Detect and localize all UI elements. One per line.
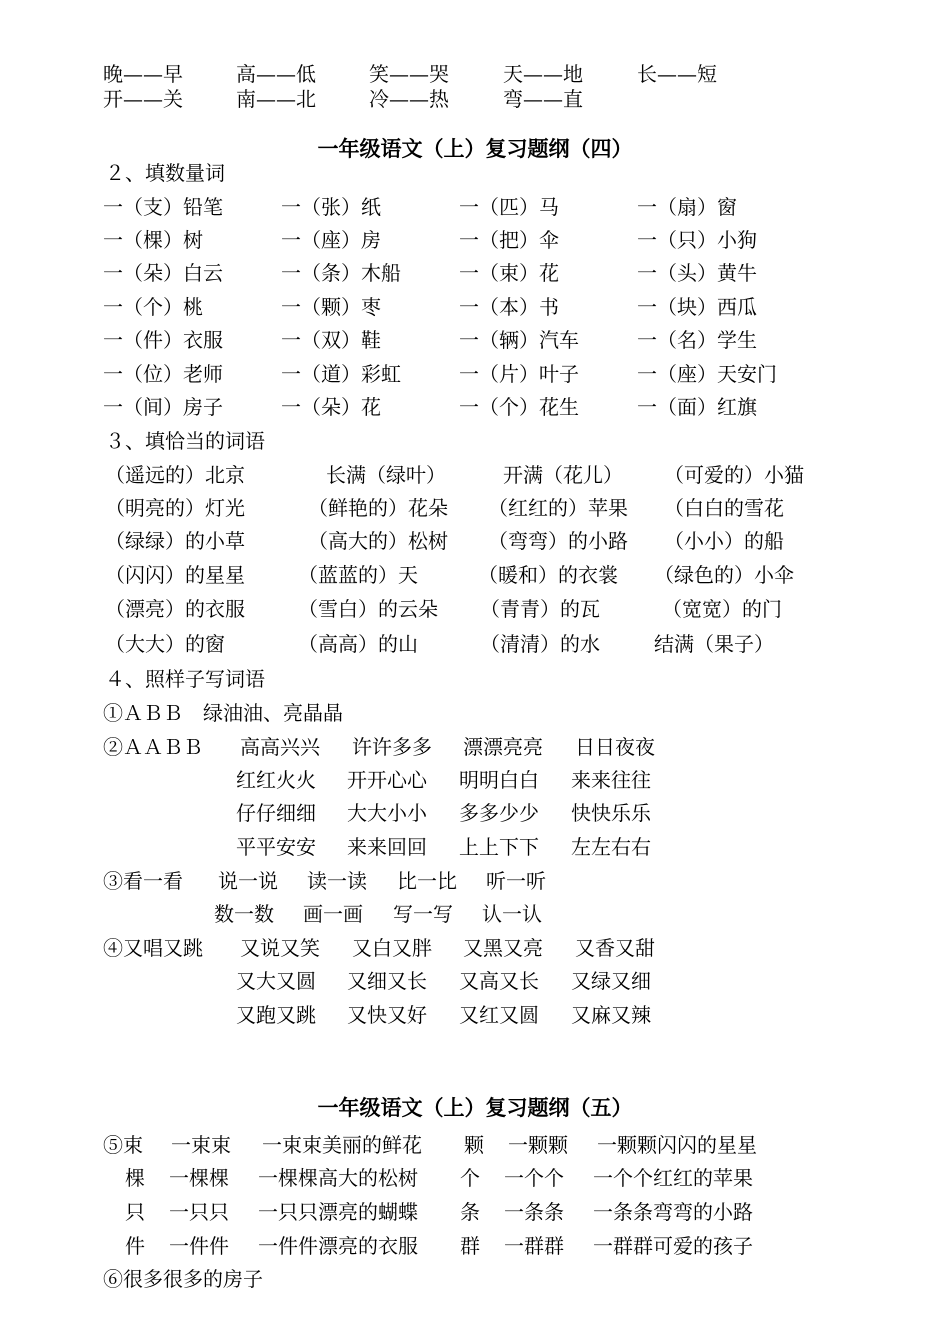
aabb-word: 明明白白 <box>459 768 539 792</box>
measure-word-item: 一（只）小狗 <box>637 228 757 252</box>
you-word: 又大又圆 <box>236 969 316 993</box>
you-label: ④又唱又跳 <box>103 936 203 960</box>
antonym-pair: 弯——直 <box>503 87 583 111</box>
look-word: 数一数 <box>214 902 274 926</box>
look-word: 说一说 <box>218 869 278 893</box>
measure-word-item: 一（辆）汽车 <box>459 328 579 352</box>
you-word: 又黑又亮 <box>463 936 543 960</box>
measure-word-item: 一（片）叶子 <box>459 362 579 386</box>
antonym-pair: 冷——热 <box>369 87 449 111</box>
section-2-heading: ２、填数量词 <box>105 161 225 185</box>
fill-word-item: 开满（花儿） <box>503 463 623 487</box>
reduplicated: 一束束 <box>171 1133 231 1157</box>
antonym-pair: 南——北 <box>236 87 316 111</box>
fill-word-item: 结满（果子） <box>654 632 774 656</box>
measure-word-item: 一（朵）花 <box>281 395 381 419</box>
aabb-word: 左左右右 <box>571 835 651 859</box>
measure-char: 颗 <box>464 1133 484 1157</box>
aabb-word: 来来往往 <box>571 768 651 792</box>
phrase: 一颗颗闪闪的星星 <box>597 1133 757 1157</box>
aabb-word: 红红火火 <box>236 768 316 792</box>
fill-word-item: （高高）的山 <box>298 632 418 656</box>
measure-word-item: 一（座）房 <box>281 228 381 252</box>
you-word: 又绿又细 <box>571 969 651 993</box>
fill-word-item: （可爱的）小猫 <box>664 463 804 487</box>
fill-word-item: （弯弯）的小路 <box>488 529 628 553</box>
aabb-word: 许许多多 <box>352 735 432 759</box>
fill-word-item: （高大的）松树 <box>308 529 448 553</box>
antonym-pair: 天——地 <box>503 62 583 86</box>
you-word: 又快又好 <box>347 1003 427 1027</box>
fill-word-item: （绿绿）的小草 <box>105 529 245 553</box>
phrase: 一棵棵高大的松树 <box>258 1166 418 1190</box>
fill-word-item: （小小）的船 <box>664 529 784 553</box>
you-word: 又细又长 <box>347 969 427 993</box>
fill-word-item: （绿色的）小伞 <box>654 563 794 587</box>
fill-word-item: （闪闪）的星星 <box>105 563 245 587</box>
measure-word-item: 一（支）铅笔 <box>103 195 223 219</box>
reduplicated: 一群群 <box>504 1234 564 1258</box>
antonym-pair: 开——关 <box>103 87 183 111</box>
section-title-4: 一年级语文（上）复习题纲（四） <box>317 136 633 161</box>
measure-word-item: 一（个）桃 <box>103 295 203 319</box>
antonym-pair: 长——短 <box>637 62 717 86</box>
reduplicated: 一棵棵 <box>169 1166 229 1190</box>
fill-word-item: （白白的雪花 <box>664 496 784 520</box>
abb-line: ①ＡＢＢ 绿油油、亮晶晶 <box>103 701 343 725</box>
measure-char: 条 <box>460 1200 480 1224</box>
phrase: 一群群可爱的孩子 <box>593 1234 753 1258</box>
you-word: 又说又笑 <box>240 936 320 960</box>
fill-word-item: （雪白）的云朵 <box>298 597 438 621</box>
aabb-word: 日日夜夜 <box>575 735 655 759</box>
aabb-word: 漂漂亮亮 <box>463 735 543 759</box>
reduplicated: 一颗颗 <box>508 1133 568 1157</box>
look-word: 比一比 <box>397 869 457 893</box>
reduplicated: 一件件 <box>169 1234 229 1258</box>
measure-word-item: 一（棵）树 <box>103 228 203 252</box>
look-word: 画一画 <box>303 902 363 926</box>
aabb-word: 平平安安 <box>236 835 316 859</box>
antonym-pair: 笑——哭 <box>369 62 449 86</box>
measure-word-item: 一（张）纸 <box>281 195 381 219</box>
you-word: 又跑又跳 <box>236 1003 316 1027</box>
fill-word-item: （明亮的）灯光 <box>105 496 245 520</box>
measure-word-item: 一（本）书 <box>459 295 559 319</box>
measure-char: ⑤束 <box>103 1133 143 1157</box>
fill-word-item: （鲜艳的）花朵 <box>308 496 448 520</box>
phrase: 一只只漂亮的蝴蝶 <box>258 1200 418 1224</box>
aabb-word: 多多少少 <box>459 801 539 825</box>
aabb-word: 开开心心 <box>347 768 427 792</box>
fill-word-item: （暖和）的衣裳 <box>478 563 618 587</box>
antonym-pair: 高——低 <box>236 62 316 86</box>
you-word: 又红又圆 <box>459 1003 539 1027</box>
measure-word-item: 一（朵）白云 <box>103 261 223 285</box>
measure-word-item: 一（间）房子 <box>103 395 223 419</box>
look-word: 认一认 <box>482 902 542 926</box>
you-word: 又香又甜 <box>575 936 655 960</box>
fill-word-item: （遥远的）北京 <box>105 463 245 487</box>
measure-word-item: 一（扇）窗 <box>637 195 737 219</box>
aabb-label: ②ＡＡＢＢ <box>103 735 203 759</box>
measure-word-item: 一（条）木船 <box>281 261 401 285</box>
aabb-word: 仔仔细细 <box>236 801 316 825</box>
phrase: 一个个红红的苹果 <box>593 1166 753 1190</box>
look-word: 写一写 <box>393 902 453 926</box>
measure-char: 件 <box>125 1234 145 1258</box>
fill-word-item: （红红的）苹果 <box>488 496 628 520</box>
measure-word-item: 一（个）花生 <box>459 395 579 419</box>
measure-word-item: 一（件）衣服 <box>103 328 223 352</box>
aabb-word: 来来回回 <box>347 835 427 859</box>
aabb-word: 大大小小 <box>347 801 427 825</box>
measure-word-item: 一（双）鞋 <box>281 328 381 352</box>
measure-word-item: 一（面）红旗 <box>637 395 757 419</box>
fill-word-item: （大大）的窗 <box>105 632 225 656</box>
phrase: 一条条弯弯的小路 <box>593 1200 753 1224</box>
measure-char: 只 <box>125 1200 145 1224</box>
measure-char: 个 <box>460 1166 480 1190</box>
fill-word-item: （青青）的瓦 <box>480 597 600 621</box>
section-3-heading: ３、填恰当的词语 <box>105 429 265 453</box>
measure-word-item: 一（座）天安门 <box>637 362 777 386</box>
you-word: 又白又胖 <box>352 936 432 960</box>
measure-word-item: 一（束）花 <box>459 261 559 285</box>
phrase: 一件件漂亮的衣服 <box>258 1234 418 1258</box>
reduplicated: 一条条 <box>504 1200 564 1224</box>
section-title-5: 一年级语文（上）复习题纲（五） <box>317 1095 633 1120</box>
aabb-word: 快快乐乐 <box>571 801 651 825</box>
measure-word-item: 一（颗）枣 <box>281 295 381 319</box>
phrase: 一束束美丽的鲜花 <box>262 1133 422 1157</box>
fill-word-item: （漂亮）的衣服 <box>105 597 245 621</box>
measure-word-item: 一（道）彩虹 <box>281 362 401 386</box>
fill-word-item: （蓝蓝的）天 <box>298 563 418 587</box>
measure-word-item: 一（匹）马 <box>459 195 559 219</box>
measure-word-item: 一（头）黄牛 <box>637 261 757 285</box>
antonym-pair: 晚——早 <box>103 62 183 86</box>
look-word: 听一听 <box>486 869 546 893</box>
measure-char: 群 <box>460 1234 480 1258</box>
fill-word-item: 长满（绿叶） <box>326 463 446 487</box>
measure-word-item: 一（位）老师 <box>103 362 223 386</box>
look-label: ③看一看 <box>103 869 183 893</box>
reduplicated: 一个个 <box>504 1166 564 1190</box>
fill-word-item: （清清）的水 <box>480 632 600 656</box>
last-line: ⑥很多很多的房子 <box>103 1267 263 1291</box>
measure-char: 棵 <box>125 1166 145 1190</box>
you-word: 又高又长 <box>459 969 539 993</box>
reduplicated: 一只只 <box>169 1200 229 1224</box>
aabb-word: 上上下下 <box>459 835 539 859</box>
section-4-heading: ４、照样子写词语 <box>105 667 265 691</box>
aabb-word: 高高兴兴 <box>240 735 320 759</box>
measure-word-item: 一（把）伞 <box>459 228 559 252</box>
look-word: 读一读 <box>307 869 367 893</box>
measure-word-item: 一（名）学生 <box>637 328 757 352</box>
measure-word-item: 一（块）西瓜 <box>637 295 757 319</box>
fill-word-item: （宽宽）的门 <box>662 597 782 621</box>
you-word: 又麻又辣 <box>571 1003 651 1027</box>
